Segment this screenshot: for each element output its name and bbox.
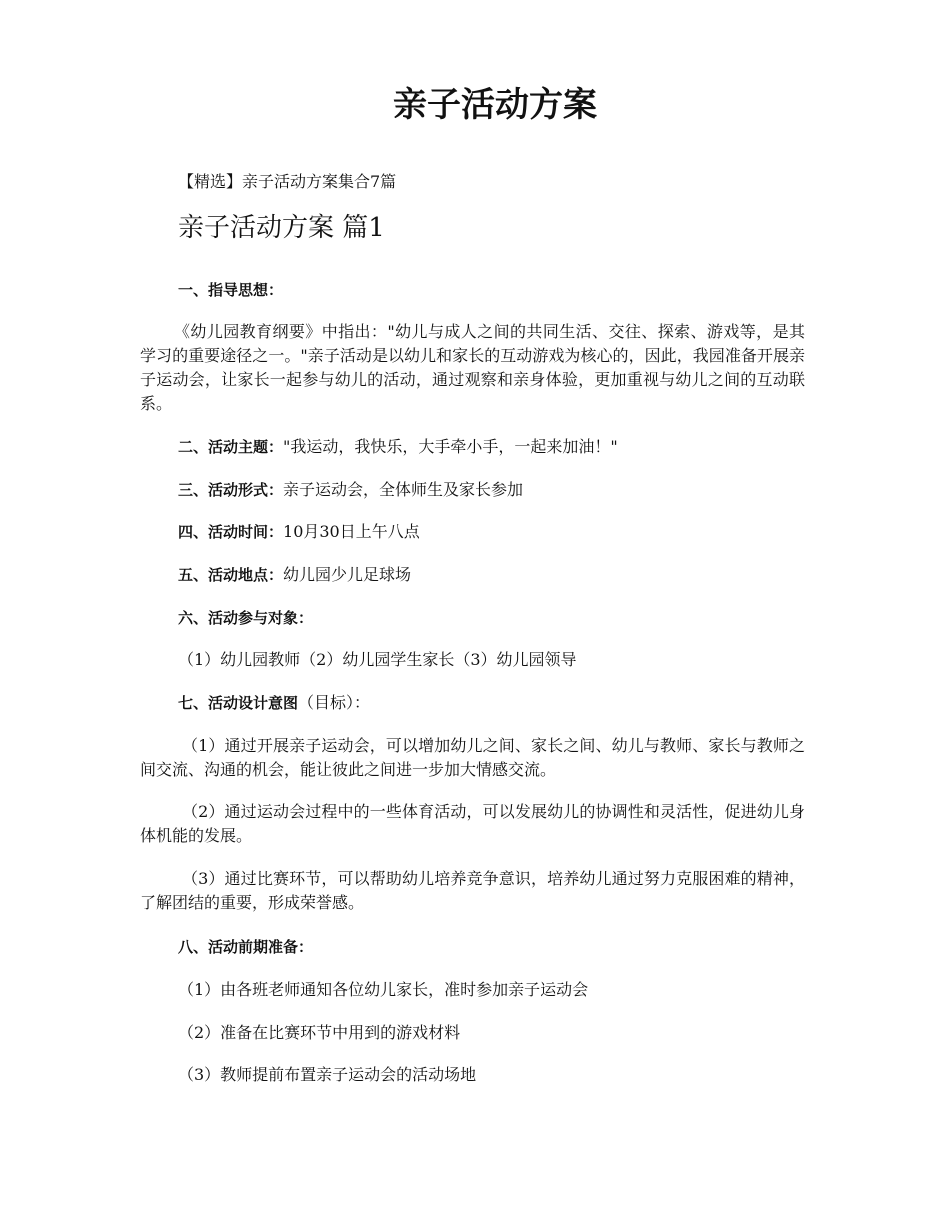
prep-item: （3）教师提前布置亲子运动会的活动场地 — [178, 1065, 477, 1084]
intent-suffix: （目标）： — [298, 693, 371, 712]
theme-line — [178, 435, 618, 459]
participants-label: 六、活动参与对象： — [178, 609, 314, 627]
prep-heading — [178, 935, 313, 959]
prep-label: 八、活动前期准备： — [178, 938, 314, 956]
place-value: 幼儿园少儿足球场 — [283, 565, 412, 584]
time-label: 四、活动时间： — [178, 523, 284, 541]
guiding-label: 一、指导思想： — [178, 281, 284, 299]
intent-item: （2）通过运动会过程中的一些体育活动，可以发展幼儿的协调性和灵活性，促进幼儿身体机能的发展。 — [140, 802, 805, 845]
participants-heading — [178, 606, 313, 630]
intent-item: （1）通过开展亲子运动会，可以增加幼儿之间、家长之间、幼儿与教师、家长与教师之间交流、沟通的机会，能让彼此之间进一步加大情感交流。 — [140, 736, 805, 779]
time-value: 10月30日上午八点 — [283, 522, 420, 541]
form-line — [178, 478, 523, 502]
prep-item: （1）由各班老师通知各位幼儿家长，准时参加亲子运动会 — [178, 980, 589, 999]
document-subtitle: 【精选】亲子活动方案集合7篇 — [178, 172, 397, 191]
intent-label: 七、活动设计意图 — [178, 694, 299, 712]
intent-heading — [178, 691, 370, 715]
participants-list: （1）幼儿园教师（2）幼儿园学生家长（3）幼儿园领导 — [178, 650, 577, 669]
intent-item: （3）通过比赛环节，可以帮助幼儿培养竞争意识，培养幼儿通过努力克服困难的精神，了解团结的重要，形成荣誉感。 — [140, 869, 805, 912]
section-heading: 亲子活动方案 篇1 — [178, 213, 385, 243]
place-label: 五、活动地点： — [178, 566, 284, 584]
time-line — [178, 520, 420, 544]
guiding-paragraph: 《幼儿园教育纲要》中指出："幼儿与成人之间的共同生活、交往、探索、游戏等，是其学习的重要途径之一。"亲子活动是以幼儿和家长的互动游戏为核心的，因此，我园准备开展亲子运动会，让家长一起参与幼儿的活动，通过观察和亲身体验，更加重视与幼儿之间的互动联系。 — [140, 322, 805, 413]
form-value: 亲子运动会，全体师生及家长参加 — [283, 480, 524, 499]
document-title: 亲子活动方案 — [393, 85, 597, 125]
prep-item: （2）准备在比赛环节中用到的游戏材料 — [178, 1023, 461, 1042]
form-label: 三、活动形式： — [178, 481, 284, 499]
theme-value: "我运动，我快乐，大手牵小手，一起来加油！" — [283, 437, 618, 456]
theme-label: 二、活动主题： — [178, 438, 284, 456]
guiding-heading — [178, 278, 283, 302]
place-line — [178, 563, 411, 587]
